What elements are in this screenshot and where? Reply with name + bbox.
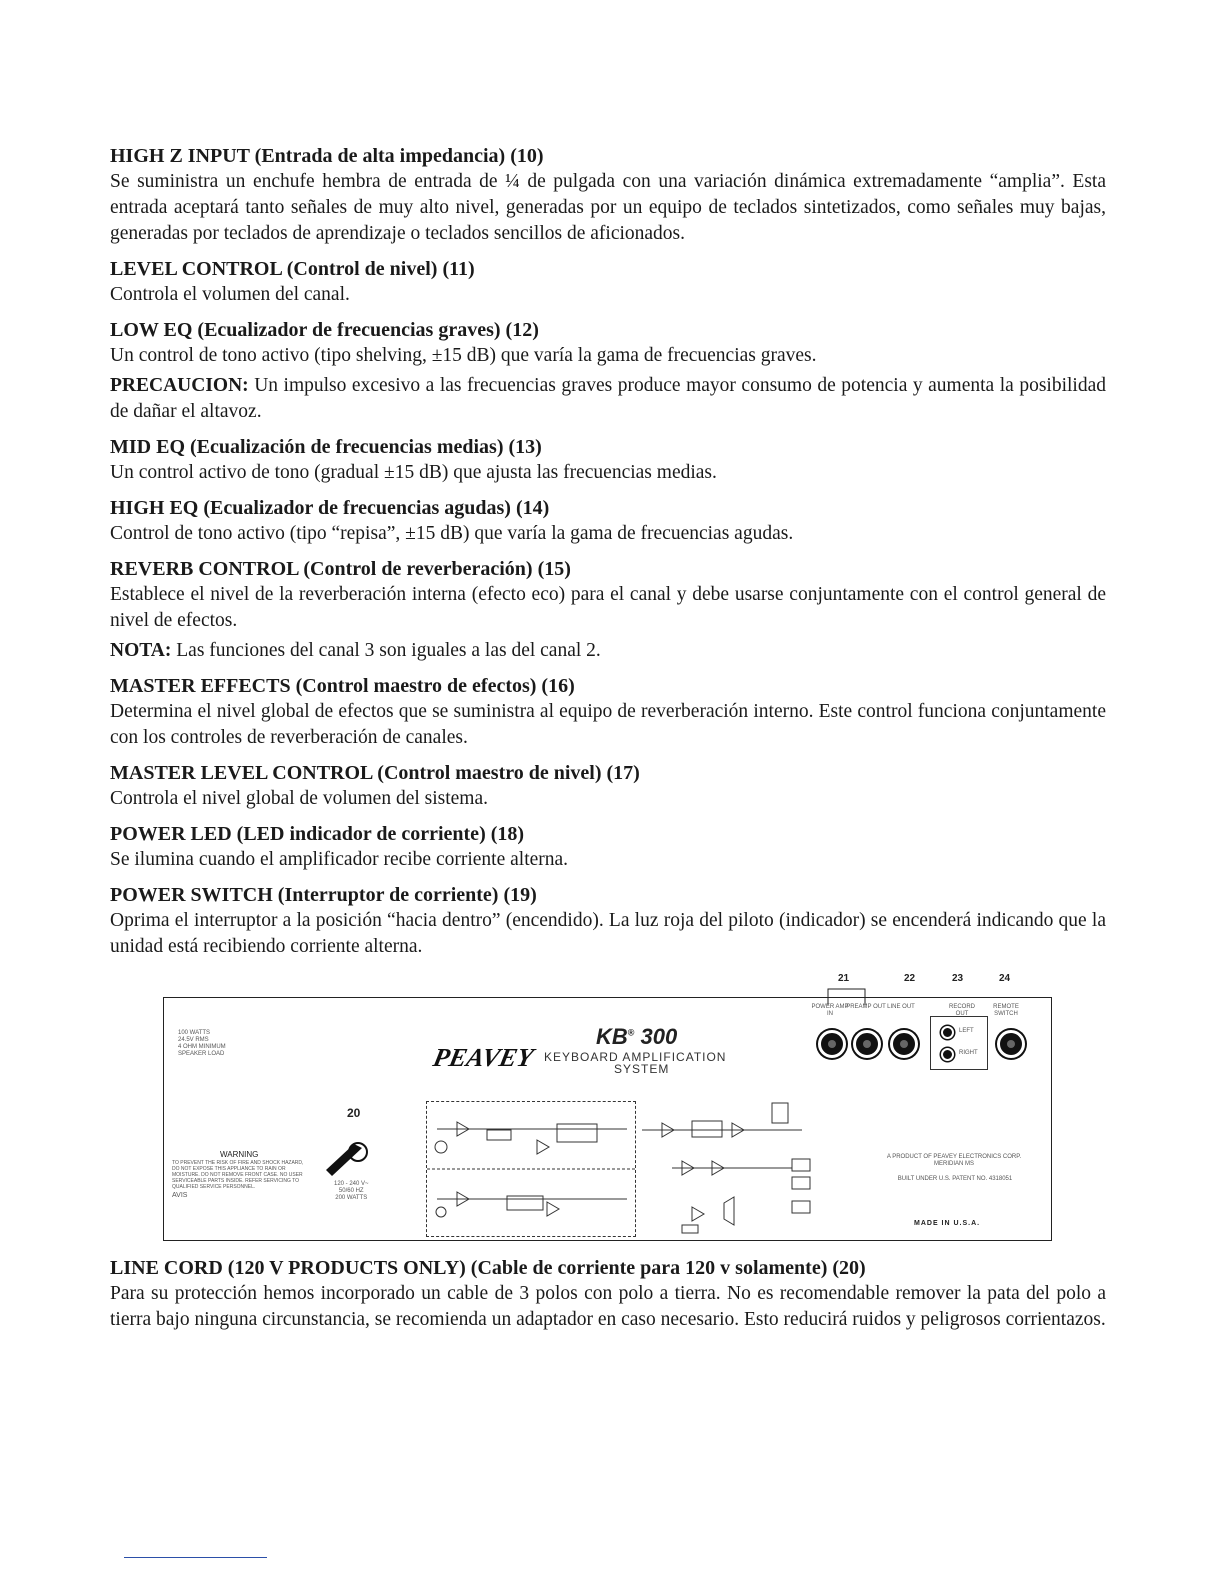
section-body: Se ilumina cuando el amplificador recibe corriente alterna.: [110, 849, 569, 870]
preamp-out-label: PREAMP OUT: [846, 1004, 886, 1010]
section-body: Determina el nivel global de efectos que se suministra al equipo de reverberación interno. Este control funciona conjuntamente con los controles de reverberación de canales.: [110, 701, 1106, 748]
power-amp-in-jack[interactable]: [818, 1030, 846, 1058]
section-heading: HIGH Z INPUT (Entrada de alta impedancia) (10): [110, 145, 544, 167]
channel-schematic-drawing: [427, 1102, 635, 1236]
record-out-group: [930, 1016, 988, 1070]
warning-text: TO PREVENT THE RISK OF FIRE AND SHOCK HAZARD, DO NOT EXPOSE THIS APPLIANCE TO RAIN OR MOISTURE. DO NOT REMOVE FRONT CASE. NO USER SERVICEABLE PARTS INSIDE. REFER SERVICING TO QUALIFIED SERVICE PERSONNEL.: [172, 1160, 304, 1190]
section-high-z-input: [110, 143, 1106, 247]
footnote-rule: [124, 1557, 267, 1558]
section-body: Oprima el interruptor a la posición “hacia dentro” (encendido). La luz roja del piloto (indicador) se encenderá indicando que la unidad está recibiendo corriente alterna.: [110, 910, 1106, 957]
section-heading: MID EQ (Ecualización de frecuencias medias) (13): [110, 436, 542, 458]
section-body: Establece el nivel de la reverberación interna (efecto eco) para el canal y debe usarse conjuntamente con el control general de nivel de efectos.: [110, 584, 1106, 631]
callout-23: 23: [952, 973, 964, 984]
section-master-effects: [110, 673, 1106, 751]
record-left-label: LEFT: [959, 1028, 974, 1034]
model-name: KB® 300: [596, 1024, 678, 1049]
model-prefix: KB: [596, 1024, 628, 1049]
section-line-cord: [110, 1255, 1106, 1333]
model-number: 300: [640, 1024, 678, 1049]
section-heading: MASTER EFFECTS (Control maestro de efectos) (16): [110, 675, 575, 697]
section-mid-eq: [110, 434, 1106, 486]
preamp-out-jack[interactable]: [853, 1030, 881, 1058]
section-heading: LEVEL CONTROL (Control de nivel) (11): [110, 258, 475, 280]
remote-switch-jack[interactable]: [997, 1030, 1025, 1058]
caution-label: PRECAUCION:: [110, 375, 249, 396]
manufacturer-label: A PRODUCT OF PEAVEY ELECTRONICS CORP. MERIDIAN MS: [886, 1154, 1022, 1167]
section-heading: LINE CORD (120 V PRODUCTS ONLY) (Cable de corriente para 120 v solamente) (20): [110, 1257, 866, 1279]
power-amp-in-label: POWER AMP IN: [811, 1004, 849, 1017]
section-high-eq: [110, 495, 1106, 547]
record-out-label: RECORD OUT: [948, 1004, 975, 1017]
amp-rear-panel: [163, 997, 1052, 1241]
callout-21: 21: [838, 973, 850, 984]
section-master-level: [110, 760, 1106, 812]
record-out-left-jack[interactable]: [941, 1026, 954, 1039]
master-schematic: [642, 1101, 822, 1235]
section-power-switch: [110, 882, 1106, 960]
caution-text: Un impulso excesivo a las frecuencias graves produce mayor consumo de potencia y aumenta la posibilidad de dañar el altavoz.: [110, 375, 1106, 422]
record-out-right-jack[interactable]: [941, 1048, 954, 1061]
record-right-label: RIGHT: [959, 1050, 978, 1056]
section-body: Se suministra un enchufe hembra de entrada de ¼ de pulgada con una variación dinámica extremadamente “amplia”. Esta entrada aceptará tanto señales de muy alto nivel, generadas por un equipo de teclados sintetizados, como señales muy bajas, generadas por teclados de aprendizaje o teclados sencillos de aficionados.: [110, 171, 1106, 244]
brand-logo-text: PEAVEY: [430, 1043, 536, 1072]
callout-22: 22: [904, 973, 916, 984]
section-reverb-control: [110, 556, 1106, 664]
line-out-jack[interactable]: [890, 1030, 918, 1058]
section-heading: POWER SWITCH (Interruptor de corriente) (19): [110, 884, 537, 906]
section-heading: HIGH EQ (Ecualizador de frecuencias agudas) (14): [110, 497, 550, 519]
peavey-logo: [430, 1028, 536, 1078]
avis-label: AVIS: [172, 1192, 188, 1199]
section-level-control: [110, 256, 1106, 308]
rear-panel-diagram: [163, 973, 1113, 1243]
subtitle-line-2: SYSTEM: [614, 1062, 670, 1076]
section-heading: LOW EQ (Ecualizador de frecuencias graves) (12): [110, 319, 539, 341]
section-body: Un control activo de tono (gradual ±15 dB) que ajusta las frecuencias medias.: [110, 462, 717, 483]
caution-note: [110, 373, 1106, 425]
section-power-led: [110, 821, 1106, 873]
section-body: Controla el nivel global de volumen del sistema.: [110, 788, 489, 809]
section-body: Controla el volumen del canal.: [110, 284, 350, 305]
note: [110, 638, 1106, 664]
channel-schematic: [426, 1101, 636, 1237]
manual-page-content: [110, 143, 1106, 1342]
patent-label: BUILT UNDER U.S. PATENT NO. 4318051: [897, 1176, 1013, 1182]
section-body: Control de tono activo (tipo “repisa”, ±15 dB) que varía la gama de frecuencias agudas.: [110, 523, 794, 544]
section-heading: MASTER LEVEL CONTROL (Control maestro de nivel) (17): [110, 762, 640, 784]
section-low-eq: [110, 317, 1106, 425]
made-in-label: MADE IN U.S.A.: [914, 1220, 981, 1227]
line-out-label: LINE OUT: [887, 1004, 915, 1010]
remote-switch-label: REMOTE SWITCH: [993, 1004, 1019, 1017]
section-body: Para su protección hemos incorporado un cable de 3 polos con polo a tierra. No es recomendable remover la pata del polo a tierra bajo ninguna circunstancia, se recomienda un adaptador en caso necesario. Esto reducirá ruidos y peligrosos corrientazos.: [110, 1283, 1106, 1330]
callout-20: 20: [347, 1106, 361, 1120]
section-heading: POWER LED (LED indicador de corriente) (18): [110, 823, 525, 845]
power-spec: 120 - 240 V~ 50/60 HZ 200 WATTS: [334, 1181, 369, 1201]
warning-title: WARNING: [220, 1150, 259, 1159]
note-label: NOTA:: [110, 640, 172, 661]
callout-24: 24: [999, 973, 1011, 984]
subtitle-line-1: KEYBOARD AMPLIFICATION: [544, 1050, 727, 1064]
section-body: Un control de tono activo (tipo shelving, ±15 dB) que varía la gama de frecuencias graves.: [110, 345, 817, 366]
master-schematic-drawing: [642, 1101, 822, 1235]
section-heading: REVERB CONTROL (Control de reverberación) (15): [110, 558, 571, 580]
spec-label: 100 WATTS 24.5V RMS 4 OHM MINIMUM SPEAKER LOAD: [178, 1030, 226, 1057]
note-text: Las funciones del canal 3 son iguales a las del canal 2.: [171, 640, 601, 661]
